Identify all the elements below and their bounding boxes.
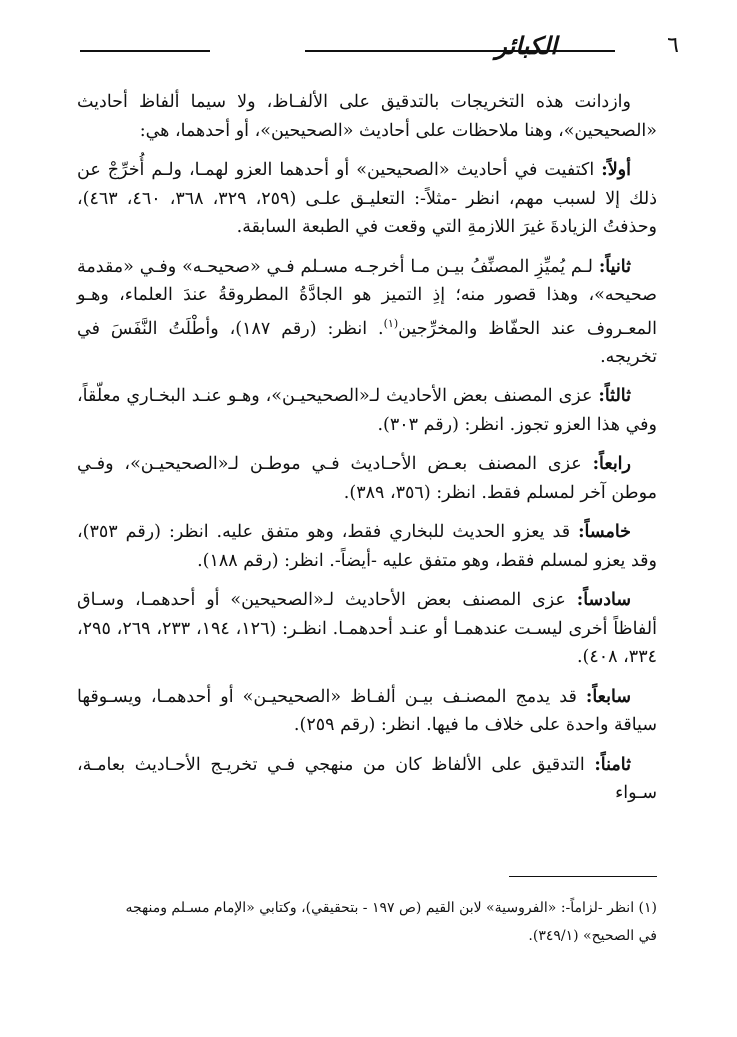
- footnote-line: في الصحيح» (٣٤٩/١).: [528, 928, 657, 944]
- running-title: الكبائر: [495, 31, 557, 60]
- paragraph-lead: أولاً:: [601, 160, 631, 180]
- paragraph-text: عزى المصنف بعض الأحاديث لـ«الصحيحيـن»، وهـو عنـد البخـاري معلّقاً، وفي هذا العزو تجوز. انظر: (رقم ٣٠٣).: [77, 386, 657, 435]
- paragraph: [77, 586, 657, 672]
- footnote-line: (١) انظر -لزاماً-: «الفروسية» لابن القيم (ص ١٩٧ - بتحقيقي)، وكتابي «الإمام مسـلم ومنهجه: [125, 900, 657, 916]
- paragraph: [77, 88, 657, 145]
- main-text: [77, 88, 657, 819]
- header-rule: [305, 50, 615, 52]
- paragraph-text: التدقيق على الألفاظ كان من منهجي فـي تخريـج الأحـاديث بعامـة، سـواء: [77, 754, 657, 804]
- paragraph-text-after: . انظر: (رقم ١٨٧)، وأطْلَتُ النَّفَسَ في تخريجه.: [77, 318, 657, 367]
- paragraph-text: عزى المصنف بعـض الأحـاديث فـي موطـن لـ«الصحيحيـن»، وفـي موطن آخر لمسلم فقط. انظر: (٣٥٦، ٣٨٩).: [77, 454, 657, 503]
- paragraph: [77, 683, 657, 740]
- paragraph: [77, 382, 657, 439]
- paragraph-text: لـم يُميِّزِ المصنِّفُ بيـن مـا أخرجـه مسـلم فـي «صحيحـه» وفـي «مقدمة صحيحه»، وهذا قصور منه؛ إذِ التميز هو الجادَّةُ المطروقةُ عندَ العلماء، وهـو المعـروف عند الحفّاظ والمخرِّجين: [77, 256, 657, 339]
- paragraph: [77, 156, 657, 242]
- paragraph: [77, 751, 657, 808]
- paragraph-lead: رابعاً:: [592, 454, 631, 475]
- header-rule-short: [80, 50, 210, 52]
- paragraph-text: قد يعزو الحديث للبخاري فقط، وهو متفق عليه. انظر: (رقم ٣٥٣)، وقد يعزو لمسلم فقط، وهو متفق عليه -أيضاً-. انظر: (رقم ١٨٨).: [77, 522, 657, 571]
- paragraph-text: اكتفيت في أحاديث «الصحيحين» أو أحدهما العزو لهمـا، ولـم أُخرِّجْ عن ذلك إلا لسبب مهم، انظر -مثلاً-: التعليـق علـى (٢٥٩، ٣٢٩، ٣٦٨، ٤٦٠، ٤٦٣)، وحذفتُ الزيادةَ غيرَ اللازمةِ التي وقعت في الطبعة السابقة.: [77, 160, 657, 237]
- paragraph: [77, 518, 657, 575]
- footnotes: [77, 894, 657, 950]
- paragraph-lead: سادساً:: [576, 590, 631, 611]
- paragraph-lead: سابعاً:: [585, 686, 631, 707]
- paragraph-lead: ثامناً:: [594, 754, 631, 775]
- running-header: [40, 28, 707, 68]
- footnote-marker[interactable]: (١): [383, 316, 399, 330]
- paragraph-lead: ثالثاً:: [598, 386, 631, 407]
- paragraph-lead: ثانياً:: [598, 256, 631, 277]
- paragraph-lead: خامساً:: [578, 522, 631, 543]
- page-number: ٦: [667, 33, 679, 58]
- paragraph-text: عزى المصنف بعض الأحاديث لـ«الصحيحين» أو أحدهمـا، وسـاق ألفاظاً أخرى ليسـت عندهمـا أو عنـد أحدهمـا. انظـر: (١٢٦، ١٩٤، ٢٣٣، ٢٦٩، ٢٩٥، ٣٣٤، ٤٠٨).: [77, 590, 657, 668]
- footnote-separator: [509, 876, 657, 877]
- paragraph-text: قد يدمج المصنـف بيـن ألفـاظ «الصحيحيـن» أو أحدهمـا، ويسـوقها سياقة واحدة على خلاف ما فيها. انظر: (رقم ٢٥٩).: [77, 686, 657, 736]
- paragraph: [77, 450, 657, 507]
- paragraph-text: وازدانت هذه التخريجات بالتدقيق على الألفـاظ، ولا سيما ألفاظ أحاديث «الصحيحين»، وهنا ملاحظات على أحاديث «الصحيحين»، أو أحدهما، هي:: [77, 92, 657, 141]
- paragraph: [77, 253, 657, 372]
